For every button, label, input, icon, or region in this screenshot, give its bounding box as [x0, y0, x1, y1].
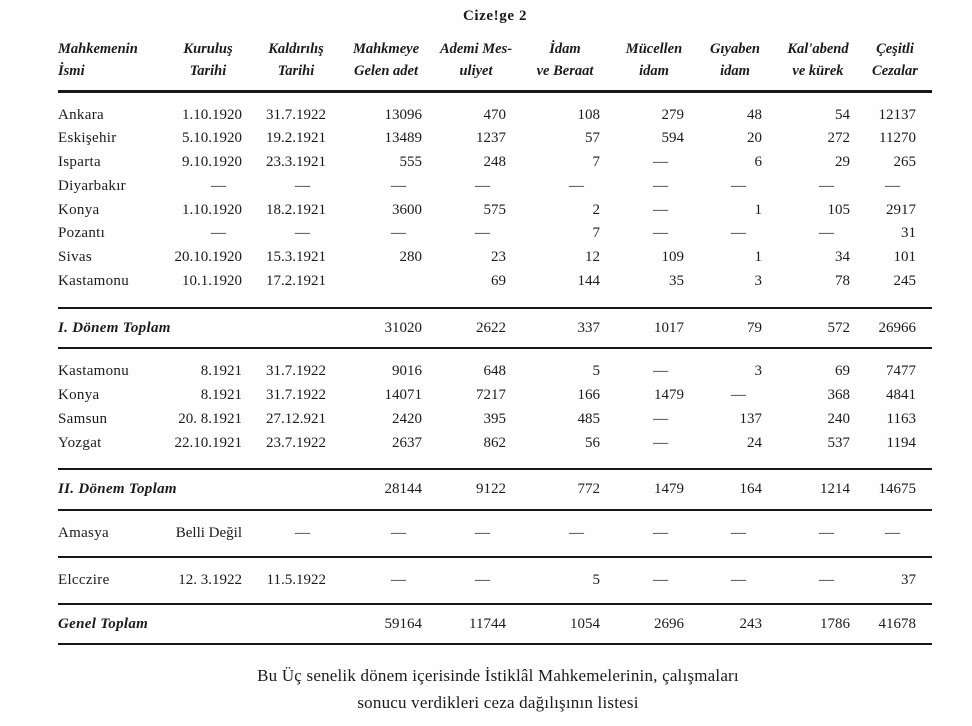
cell: — — [700, 557, 778, 604]
row-label: Amasya — [58, 510, 166, 557]
header-line: uliyet — [459, 62, 493, 79]
cell: — — [778, 510, 866, 557]
header-line: Çeşitli — [876, 41, 914, 57]
cell — [258, 604, 342, 645]
cell: 14675 — [866, 469, 932, 510]
row-label: Kastamonu — [58, 363, 130, 380]
cell: 594 — [661, 130, 684, 147]
cell: 1.10.1920 — [182, 201, 242, 218]
cell: — — [653, 225, 668, 242]
cell: — — [569, 177, 584, 194]
cell: 337 — [522, 308, 616, 349]
cell: 69 — [491, 272, 506, 289]
cell: 1237 — [476, 130, 506, 147]
cell: 572 — [778, 308, 866, 349]
cell: 11.5.1922 — [258, 557, 342, 604]
cell: — — [295, 225, 310, 242]
header-line: Ademi Mes- — [439, 41, 513, 57]
col-header-ademi-mesuliyet — [438, 39, 522, 91]
cell: 79 — [700, 308, 778, 349]
cell: — — [295, 177, 310, 194]
cell: 12. 3.1922 — [166, 557, 258, 604]
cell: 23.7.1922 — [266, 434, 326, 451]
cell: 12 — [585, 249, 600, 265]
cell: 9122 — [438, 469, 522, 510]
cell: — — [258, 510, 342, 557]
table-row — [58, 174, 932, 198]
header-line: İdam — [549, 41, 581, 57]
cell: 69 — [835, 363, 850, 380]
cell: 7477 — [886, 363, 916, 380]
cell: 29 — [835, 154, 850, 170]
row-label: II. Dönem Toplam — [58, 469, 166, 510]
cell: — — [731, 387, 746, 403]
cell: 368 — [827, 387, 850, 403]
cell: — — [653, 201, 668, 218]
cell: 37 — [866, 557, 932, 604]
cell: 1163 — [886, 410, 916, 427]
cell: 23.3.1921 — [266, 154, 326, 170]
cell: 1.10.1920 — [182, 106, 242, 123]
cell: — — [653, 177, 668, 194]
cell: 1479 — [654, 387, 684, 403]
page-title: Cize!ge 2 — [462, 8, 528, 24]
cell: 137 — [739, 410, 762, 427]
table-row — [58, 431, 932, 469]
cell: — — [885, 177, 900, 194]
cell: — — [653, 434, 668, 451]
table-row — [58, 198, 932, 222]
col-header-kalabend-kurek — [778, 39, 866, 91]
cell: 164 — [700, 469, 778, 510]
cell: 5.10.1920 — [182, 130, 242, 147]
cell: — — [211, 225, 226, 242]
cell: — — [731, 225, 746, 242]
cell: — — [819, 225, 834, 242]
cell: — — [819, 177, 834, 194]
table-row — [58, 469, 932, 510]
cell: 1 — [754, 249, 762, 265]
cell: 144 — [577, 272, 600, 289]
cell: — — [211, 177, 226, 194]
header-line: Kaldırılış — [268, 41, 324, 57]
row-label: I. Dönem Toplam — [58, 308, 166, 349]
cell: 28144 — [342, 469, 438, 510]
cell — [166, 469, 258, 510]
col-header-name — [58, 39, 166, 91]
cell: 105 — [827, 201, 850, 218]
header-line: Mahkmeye — [352, 41, 420, 57]
cell: — — [653, 363, 668, 380]
cell: — — [653, 410, 668, 427]
row-label: Elcczire — [58, 557, 166, 604]
caption-line-2: sonucu verdikleri ceza dağılışının listesi — [357, 693, 639, 713]
cell: 101 — [893, 249, 916, 265]
table-row — [58, 151, 932, 175]
header-line: Gelen adet — [353, 62, 419, 79]
cell: 485 — [577, 410, 600, 427]
cell: — — [522, 510, 616, 557]
cell: — — [475, 177, 490, 194]
cell: 24 — [747, 434, 762, 451]
cell: 18.2.1921 — [266, 201, 326, 218]
table-row — [58, 269, 932, 307]
row-label: Konya — [58, 201, 100, 218]
header-line: Mahkemenin — [58, 41, 138, 57]
cell: 20. 8.1921 — [178, 410, 242, 427]
table-row — [58, 91, 932, 127]
cell: 13489 — [384, 130, 422, 147]
table-row — [58, 348, 932, 383]
col-header-giyaben-idam — [700, 39, 778, 91]
header-line: Mücellen — [625, 41, 683, 57]
cell: — — [731, 177, 746, 194]
cell: — — [391, 177, 406, 194]
row-label: Kastamonu — [58, 272, 130, 289]
cell: 20.10.1920 — [174, 249, 242, 265]
row-label: Samsun — [58, 410, 108, 427]
cell: 22.10.1921 — [174, 434, 242, 451]
cell: 78 — [835, 272, 850, 289]
cell: — — [342, 510, 438, 557]
cell: 9.10.1920 — [182, 154, 242, 170]
header-line: Gıyaben — [710, 41, 760, 57]
cell: 23 — [491, 249, 506, 265]
cell: 279 — [661, 106, 684, 123]
col-header-mahkemeye-gelen — [342, 39, 438, 91]
cell: 31 — [901, 225, 916, 242]
table-row — [58, 407, 932, 431]
col-header-idam-beraat — [522, 39, 616, 91]
cell — [258, 308, 342, 349]
cell: 272 — [827, 130, 850, 147]
cell: 15.3.1921 — [266, 249, 326, 265]
cell: 166 — [577, 387, 600, 403]
row-label: Konya — [58, 387, 100, 403]
cell: 2420 — [392, 410, 422, 427]
header-line: İsmi — [58, 62, 85, 79]
cell: 109 — [661, 249, 684, 265]
table-row — [58, 604, 932, 645]
row-label: Eskişehir — [58, 130, 117, 147]
cell: 245 — [893, 272, 916, 289]
cell: 11270 — [879, 130, 916, 147]
header-line: idam — [639, 62, 669, 79]
cell: 1 — [754, 201, 762, 218]
table-row — [58, 246, 932, 270]
header-line: Kal'abend — [787, 41, 849, 57]
cell: 1054 — [522, 604, 616, 645]
table-header — [58, 39, 932, 91]
row-label: Pozantı — [58, 225, 106, 242]
cell: 31020 — [342, 308, 438, 349]
cell: 7 — [592, 225, 600, 242]
cell: 5 — [522, 557, 616, 604]
cell: — — [475, 225, 490, 242]
cell: 57 — [585, 130, 600, 147]
table-row — [58, 127, 932, 151]
cell — [166, 604, 258, 645]
col-header-mucellen-idam — [616, 39, 700, 91]
cell: 6 — [754, 154, 762, 170]
cell: 59164 — [342, 604, 438, 645]
cell: — — [342, 557, 438, 604]
cell: 12137 — [878, 106, 916, 123]
cell: 2 — [592, 201, 600, 218]
cell: 8.1921 — [200, 387, 242, 403]
cell: 3 — [754, 363, 762, 380]
cell: 4841 — [886, 387, 916, 403]
cell: 31.7.1922 — [266, 363, 326, 380]
cell: 3600 — [392, 201, 422, 218]
header-row — [58, 39, 932, 91]
cell: — — [391, 225, 406, 242]
cell: — — [616, 557, 700, 604]
cell — [166, 308, 258, 349]
cell: 1214 — [778, 469, 866, 510]
col-header-kurulus — [166, 39, 258, 91]
cell: 27.12.921 — [266, 410, 326, 427]
cell: 2622 — [438, 308, 522, 349]
cell: 2917 — [886, 201, 916, 218]
table-row — [58, 510, 932, 557]
cell: 41678 — [866, 604, 932, 645]
header-line: ve Beraat — [536, 62, 594, 79]
cell: — — [616, 510, 700, 557]
caption-line-1: Bu Üç senelik dönem içerisinde İstiklâl Mahkemelerinin, çalışmaları — [257, 666, 739, 686]
header-line: Kuruluş — [183, 41, 233, 57]
cell: 1194 — [886, 434, 916, 451]
cell: 470 — [483, 106, 506, 123]
cell: 862 — [483, 434, 506, 451]
row-label: Yozgat — [58, 434, 102, 451]
cell: 2637 — [392, 434, 422, 451]
row-label: Ankara — [58, 106, 104, 123]
cell: 1479 — [616, 469, 700, 510]
header-line: ve kürek — [792, 62, 844, 79]
header-line: Cezalar — [872, 62, 918, 79]
table-caption — [58, 662, 938, 716]
col-header-kaldirilis — [258, 39, 342, 91]
cell: — — [866, 510, 932, 557]
header-line: Tarihi — [189, 62, 227, 79]
cell: 34 — [835, 249, 850, 265]
cell: 395 — [483, 410, 506, 427]
cell: — — [653, 154, 668, 170]
cell: 14071 — [384, 387, 422, 403]
cell: 35 — [669, 272, 684, 289]
cell: 31.7.1922 — [266, 387, 326, 403]
cell — [342, 269, 438, 307]
cell: 5 — [592, 363, 600, 380]
cell: 648 — [483, 363, 506, 380]
cell — [258, 469, 342, 510]
cell: — — [438, 510, 522, 557]
cell: 9016 — [392, 363, 422, 380]
cell: 17.2.1921 — [266, 272, 326, 289]
cell: 56 — [585, 434, 600, 451]
cell: 243 — [700, 604, 778, 645]
tribunals-table — [58, 39, 932, 645]
cell: 108 — [577, 106, 600, 123]
cell: 280 — [399, 249, 422, 265]
table-row — [58, 308, 932, 349]
table-body — [58, 91, 932, 644]
cell: — — [438, 557, 522, 604]
cell: 1017 — [616, 308, 700, 349]
cell: 10.1.1920 — [182, 272, 242, 289]
row-label: Diyarbakır — [58, 177, 126, 194]
row-label: Genel Toplam — [58, 604, 166, 645]
cell: Belli Değil — [166, 510, 258, 557]
cell: 54 — [835, 106, 850, 123]
table-row — [58, 222, 932, 246]
cell: 26966 — [866, 308, 932, 349]
cell: 31.7.1922 — [266, 106, 326, 123]
cell: 19.2.1921 — [266, 130, 326, 147]
cell: 3 — [754, 272, 762, 289]
cell: 555 — [399, 154, 422, 170]
cell: 48 — [747, 106, 762, 123]
table-row — [58, 557, 932, 604]
cell: 11744 — [438, 604, 522, 645]
table-row — [58, 384, 932, 408]
row-label: Sivas — [58, 249, 93, 265]
row-label: Isparta — [58, 154, 101, 170]
cell: — — [778, 557, 866, 604]
cell: 248 — [483, 154, 506, 170]
cell: 1786 — [778, 604, 866, 645]
cell: 7 — [592, 154, 600, 170]
cell: 240 — [827, 410, 850, 427]
cell: 7217 — [476, 387, 506, 403]
cell: 8.1921 — [200, 363, 242, 380]
cell: 2696 — [616, 604, 700, 645]
header-line: idam — [720, 62, 750, 79]
col-header-cesitli-cezalar — [866, 39, 932, 91]
cell: 575 — [483, 201, 506, 218]
header-line: Tarihi — [277, 62, 315, 79]
cell: 20 — [747, 130, 762, 147]
cell: — — [700, 510, 778, 557]
cell: 772 — [522, 469, 616, 510]
cell: 265 — [893, 154, 916, 170]
cell: 13096 — [384, 106, 422, 123]
cell: 537 — [827, 434, 850, 451]
